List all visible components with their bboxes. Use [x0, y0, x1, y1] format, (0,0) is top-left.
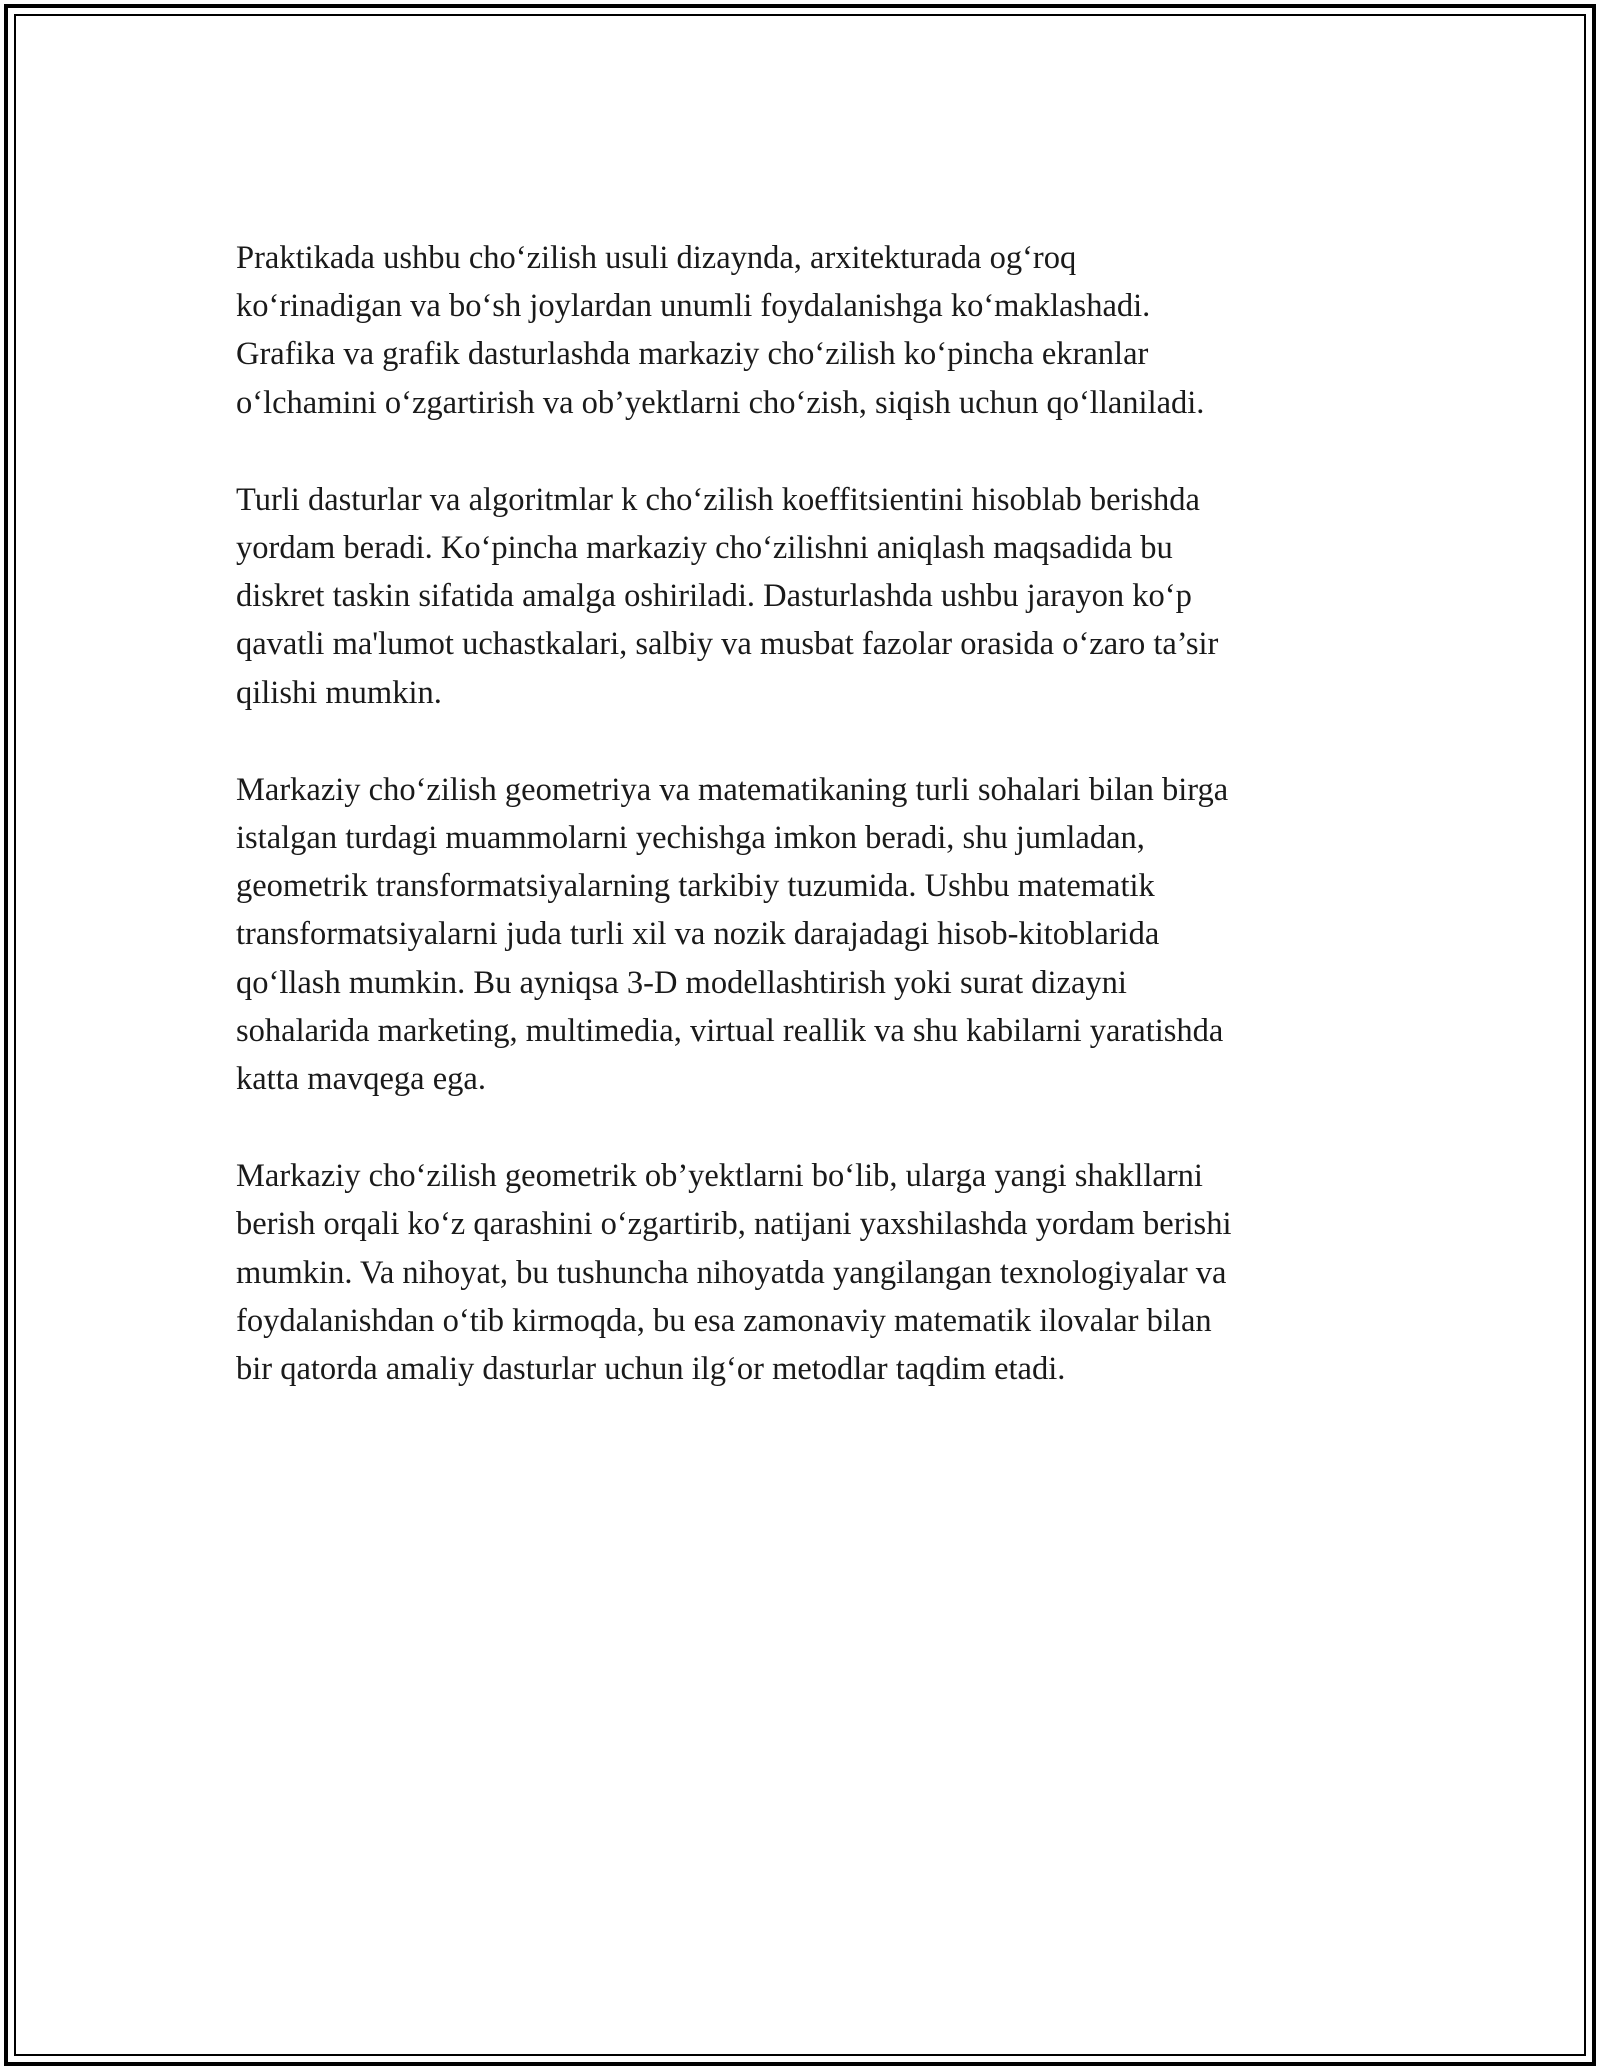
paragraph-1: Praktikada ushbu cho‘zilish usuli dizaynda, arxitekturada og‘roq ko‘rinadigan va bo‘sh joylardan unumli foydalanishga ko‘maklashadi. Grafika va grafik dasturlashda markaziy cho‘zilish ko‘pincha ekranlar o‘lchamini o‘zgartirish va ob’yektlarni cho‘zish, siqish uchun qo‘llaniladi.: [236, 240, 1205, 421]
paragraph-4: Markaziy cho‘zilish geometrik ob’yektlarni bo‘lib, ularga yangi shakllarni berish orqali ko‘z qarashini o‘zgartirib, natijani yaxshilashda yordam berishi mumkin. Va nihoyat, bu tushuncha nihoyatda yangilangan texnologiyalar va foydalanishdan o‘tib kirmoqda, bu esa zamonaviy matematik ilovalar bilan bir qatorda amaliy dasturlar uchun ilg‘or metodlar taqdim etadi.: [236, 1158, 1232, 1388]
document-body: [236, 234, 1396, 1442]
paragraph-3: Markaziy cho‘zilish geometriya va matematikaning turli sohalari bilan birga istalgan turdagi muammolarni yechishga imkon beradi, shu jumladan, geometrik transformatsiyalarning tarkibiy tuzumida. Ushbu matematik transformatsiyalarni juda turli xil va nozik darajadagi hisob-kitoblarida qo‘llash mumkin. Bu ayniqsa 3-D modellashtirish yoki surat dizayni sohalarida marketing, multimedia, virtual reallik va shu kabilarni yaratishda katta mavqega ega.: [236, 771, 1229, 1098]
paragraph-2: Turli dasturlar va algoritmlar k cho‘zilish koeffitsientini hisoblab berishda yordam beradi. Ko‘pincha markaziy cho‘zilishni aniqlash maqsadida bu diskret taskin sifatida amalga oshiriladi. Dasturlashda ushbu jarayon ko‘p qavatli ma'lumot uchastkalari, salbiy va musbat fazolar orasida o‘zaro ta’sir qilishi mumkin.: [236, 481, 1219, 711]
